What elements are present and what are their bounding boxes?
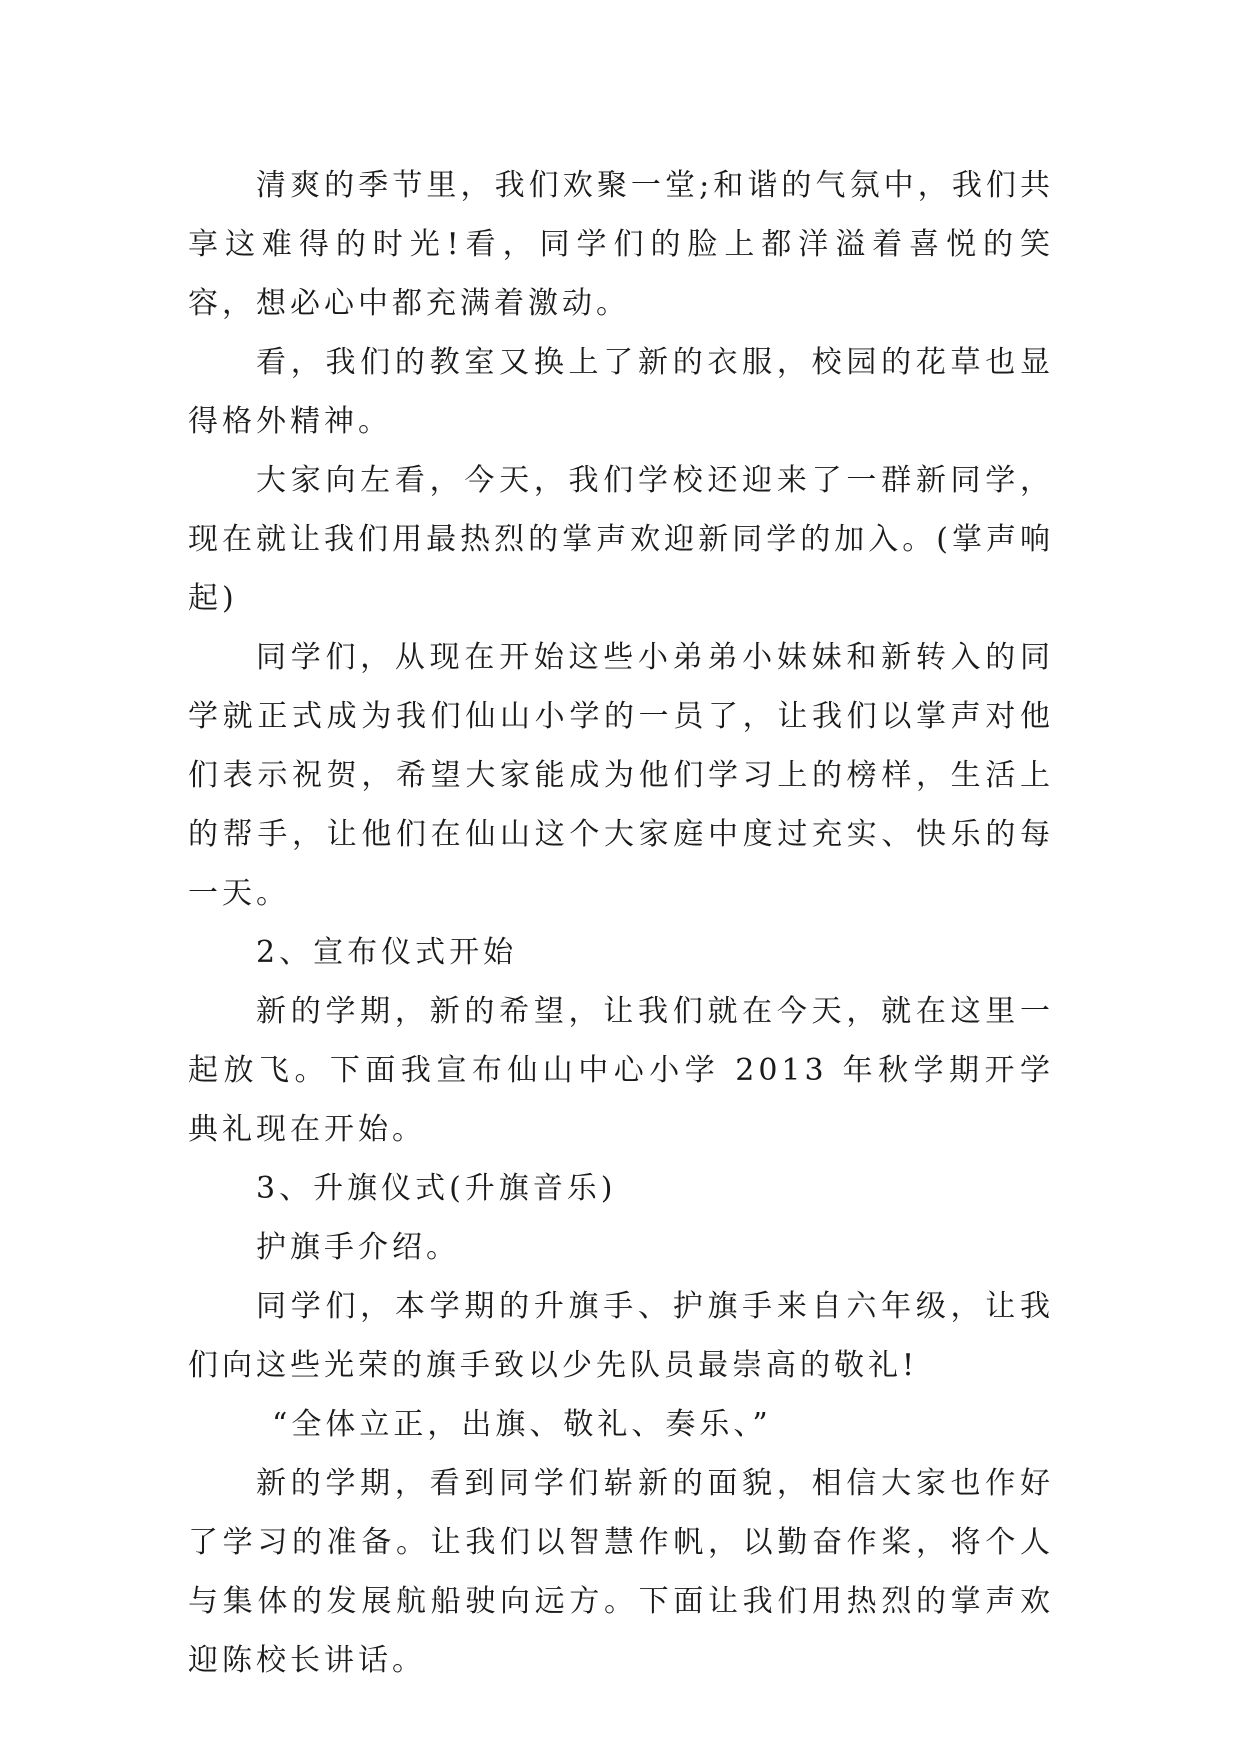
paragraph-opening: 清爽的季节里，我们欢聚一堂;和谐的气氛中，我们共享这难得的时光!看，同学们的脸上都洋溢着喜悦的笑容，想必心中都充满着激动。 (188, 168, 1054, 321)
section-heading-ceremony-start: 2、宣布仪式开始 (256, 935, 518, 970)
document-body (188, 156, 1054, 1690)
section-heading-flag-raising: 3、升旗仪式(升旗音乐) (256, 1171, 617, 1206)
paragraph-flag-guard-intro: 护旗手介绍。 (256, 1230, 460, 1265)
paragraph-command-quote: “全体立正，出旗、敬礼、奏乐、” (272, 1407, 772, 1442)
paragraph-new-students: 大家向左看，今天，我们学校还迎来了一群新同学，现在就让我们用最热烈的掌声欢迎新同学的加入。(掌声响起) (188, 463, 1054, 616)
paragraph-principal-speech: 新的学期，看到同学们崭新的面貌，相信大家也作好了学习的准备。让我们以智慧作帆，以勤奋作桨，将个人与集体的发展航船驶向远方。下面让我们用热烈的掌声欢迎陈校长讲话。 (188, 1466, 1054, 1678)
paragraph-welcome: 同学们，从现在开始这些小弟弟小妹妹和新转入的同学就正式成为我们仙山小学的一员了，让我们以掌声对他们表示祝贺，希望大家能成为他们学习上的榜样，生活上的帮手，让他们在仙山这个大家庭中度过充实、快乐的每一天。 (188, 640, 1054, 911)
paragraph-classroom: 看，我们的教室又换上了新的衣服，校园的花草也显得格外精神。 (188, 345, 1054, 439)
paragraph-announcement: 新的学期，新的希望，让我们就在今天，就在这里一起放飞。下面我宣布仙山中心小学 2013 年秋学期开学典礼现在开始。 (188, 994, 1054, 1147)
paragraph-flag-bearers: 同学们，本学期的升旗手、护旗手来自六年级，让我们向这些光荣的旗手致以少先队员最崇高的敬礼! (188, 1289, 1054, 1383)
